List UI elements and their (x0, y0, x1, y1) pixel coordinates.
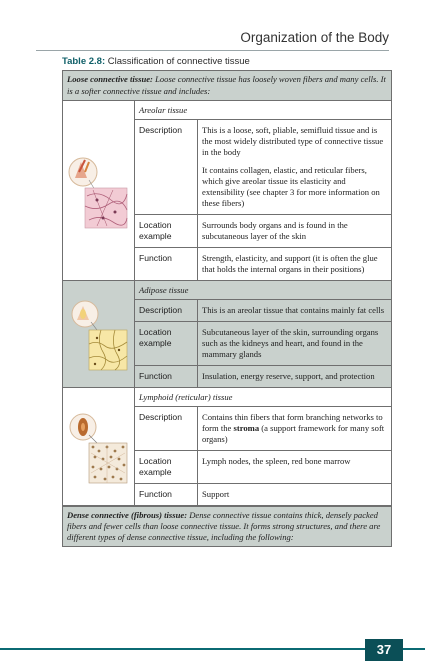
areolar-title: Areolar tissue (135, 101, 391, 120)
connective-tissue-table (62, 70, 392, 547)
adipose-image-cell (63, 281, 135, 387)
areolar-location-row (135, 215, 391, 248)
dense-text: Dense connective tissue contains thick, densely packed fibers and fewer cells than loose connective tissue. It forms strong structures, and there are different types of dense connective tissue, including the following: (67, 510, 381, 542)
adipose-function-row (135, 366, 391, 387)
adipose-function-value: Insulation, energy reserve, support, and protection (202, 371, 375, 381)
lymphoid-description-label: Description (135, 407, 198, 450)
areolar-image-cell (63, 101, 135, 280)
lymphoid-function-row (135, 484, 391, 505)
header (0, 0, 425, 60)
loose-text: Loose connective tissue has loosely woven fibers and many cells. It is a softer connective tissue and includes: (67, 74, 386, 96)
lymphoid-section (63, 388, 391, 506)
areolar-description-1: This is a loose, soft, pliable, semifluid tissue and is the most widely distributed type of connective tissue in the body (202, 125, 384, 157)
loose-lead: Loose connective tissue: (67, 74, 153, 84)
dense-lead: Dense connective (fibrous) tissue: (67, 510, 188, 520)
areolar-location-label: Location example (135, 215, 198, 247)
lymphoid-function-label: Function (135, 484, 198, 505)
areolar-content (135, 101, 391, 280)
adipose-tissue-illustration (67, 294, 131, 374)
areolar-function-value: Strength, elasticity, and support (it is often the glue that holds the internal organs in their positions) (202, 253, 378, 274)
footer (0, 631, 425, 671)
areolar-description-2: It contains collagen, elastic, and reticular fibers, which give areolar tissue its elasticity and extensibility (see chapter 3 for more information on these fibers) (202, 165, 380, 208)
areolar-location-value: Surrounds body organs and is found in the subcutaneous layer of the skin (202, 220, 348, 241)
adipose-location-value: Subcutaneous layer of the skin, surrounding organs such as the kidneys and heart, and found in the mammary glands (202, 327, 379, 359)
running-head: Organization of the Body (240, 30, 389, 45)
lymphoid-location-value: Lymph nodes, the spleen, red bone marrow (202, 456, 351, 466)
page-number: 37 (365, 639, 403, 661)
adipose-description-row (135, 300, 391, 322)
lymphoid-function-value: Support (202, 489, 230, 499)
lymphoid-description-row (135, 407, 391, 451)
adipose-content (135, 281, 391, 387)
lymphoid-description-value (198, 407, 391, 450)
table-title: Classification of connective tissue (105, 56, 250, 67)
lymphoid-location-row (135, 451, 391, 484)
table-caption (62, 56, 250, 67)
lymphoid-tissue-illustration (67, 407, 131, 487)
adipose-description-label: Description (135, 300, 198, 321)
adipose-description-value: This is an areolar tissue that contains mainly fat cells (202, 305, 385, 315)
adipose-title: Adipose tissue (135, 281, 391, 300)
areolar-function-row (135, 248, 391, 280)
lymphoid-image-cell (63, 388, 135, 505)
loose-connective-band (63, 71, 391, 101)
lymphoid-title: Lymphoid (reticular) tissue (135, 388, 391, 407)
header-rule (36, 50, 389, 51)
lymphoid-content (135, 388, 391, 505)
dense-connective-band (63, 506, 391, 546)
areolar-description-value (198, 120, 391, 214)
adipose-location-row (135, 322, 391, 366)
areolar-tissue-illustration (67, 148, 131, 234)
areolar-description-row (135, 120, 391, 215)
areolar-description-label: Description (135, 120, 198, 214)
lymphoid-location-label: Location example (135, 451, 198, 483)
adipose-section (63, 281, 391, 388)
areolar-section (63, 101, 391, 281)
footer-rule (0, 648, 425, 650)
adipose-location-label: Location example (135, 322, 198, 365)
lymphoid-description-post: (a support framework for many soft organs) (202, 423, 385, 444)
adipose-function-label: Function (135, 366, 198, 387)
lymphoid-description-bold: stroma (233, 423, 260, 433)
lymphoid-description-pre: Contains thin fibers that form branching networks to form the (202, 412, 383, 433)
table-label: Table 2.8: (62, 56, 106, 67)
areolar-function-label: Function (135, 248, 198, 280)
